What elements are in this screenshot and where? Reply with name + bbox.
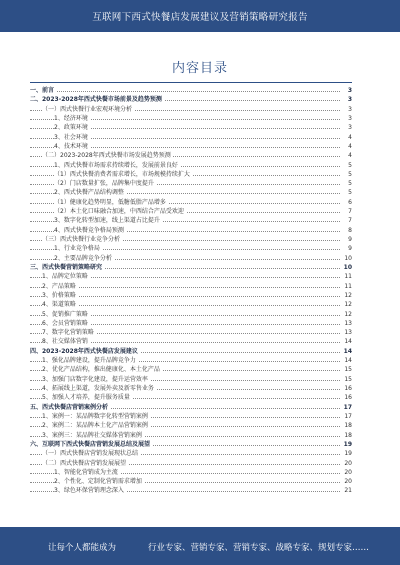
toc-entry[interactable] xyxy=(30,142,352,151)
toc-entry[interactable] xyxy=(30,207,352,216)
toc-entry-page: 12 xyxy=(344,291,352,299)
toc-entry[interactable] xyxy=(30,161,352,170)
toc-entry-label: （一）西式快餐店营销发展现状总结 xyxy=(42,450,139,458)
toc-entry-page: 18 xyxy=(344,431,352,439)
toc-entry[interactable] xyxy=(30,123,352,132)
toc-entry[interactable] xyxy=(30,347,352,356)
toc-entry[interactable] xyxy=(30,86,352,95)
toc-entry-label: 4、拓展线上渠道，发展外卖及新零售业务 xyxy=(42,385,154,392)
toc-entry-page: 16 xyxy=(344,385,352,392)
toc-entry[interactable] xyxy=(30,95,352,104)
toc-entry-label: 3、社会环境 xyxy=(54,133,88,141)
toc-entry-page: 17 xyxy=(344,412,352,420)
toc-entry-label: 五、西式快餐店营销案例分析 xyxy=(30,403,109,411)
toc-entry-page: 10 xyxy=(344,254,352,262)
toc-entry-page: 18 xyxy=(344,422,352,430)
toc-entry-label: （1）健康化趋势明显，低糖低脂产品增多 xyxy=(54,198,166,206)
toc-entry-page: 8 xyxy=(348,226,352,234)
toc-entry[interactable] xyxy=(30,449,352,458)
toc-entry[interactable] xyxy=(30,114,352,123)
toc-entry-page: 9 xyxy=(348,236,352,243)
toc-entry[interactable] xyxy=(30,310,352,319)
toc-entry-page: 13 xyxy=(344,329,352,337)
toc-entry-label: 2、主要品牌竞争分析 xyxy=(54,254,112,262)
toc-entry-label: 3、价格策略 xyxy=(42,291,76,299)
toc-entry-page: 16 xyxy=(344,394,352,402)
toc-entry-label: 四、2023-2028年西式快餐店发展建议 xyxy=(30,347,138,355)
toc-entry[interactable] xyxy=(30,226,352,235)
toc-entry-page: 19 xyxy=(344,450,352,458)
toc-entry-label: （三）西式快餐行业竞争分析 xyxy=(42,236,121,243)
toc-entry[interactable] xyxy=(30,403,352,412)
toc-entry-label: 2、政策环境 xyxy=(54,124,88,132)
toc-entry[interactable] xyxy=(30,421,352,430)
toc-entry-label: 8、社交媒体营销 xyxy=(42,338,88,346)
toc-entry-page: 11 xyxy=(344,282,352,290)
toc-entry[interactable] xyxy=(30,440,352,449)
toc-entry-page: 17 xyxy=(343,403,352,411)
toc-entry[interactable] xyxy=(30,198,352,207)
toc-entry[interactable] xyxy=(30,375,352,384)
toc-entry-label: 1、强化品牌建设，提升品牌竞争力 xyxy=(42,357,136,365)
toc-entry-label: 2、西式快餐产品结构调整 xyxy=(54,189,124,197)
table-of-contents xyxy=(30,86,352,496)
toc-entry-label: 1、行业竞争格局 xyxy=(54,245,100,253)
toc-entry-label: （1）西式快餐消费者需求增长，市场规模持续扩大 xyxy=(54,170,190,178)
toc-entry[interactable] xyxy=(30,365,352,374)
toc-entry-page: 14 xyxy=(344,338,352,346)
toc-entry-label: 3、案例三：某品牌社交媒体营销案例 xyxy=(42,431,142,439)
toc-entry-page: 7 xyxy=(348,217,352,225)
toc-entry-page: 10 xyxy=(343,263,352,271)
toc-entry-label: 三、西式快餐营销策略研究 xyxy=(30,263,103,271)
toc-entry-page: 5 xyxy=(348,189,352,197)
toc-entry[interactable] xyxy=(30,254,352,263)
toc-entry-label: 二、2023-2028年西式快餐市场前景及趋势预测 xyxy=(30,96,162,104)
toc-entry-label: 3、绿色环保营销理念深入 xyxy=(54,487,124,495)
document-title: 互联网下西式快餐店发展建议及营销策略研究报告 xyxy=(92,12,308,23)
toc-entry[interactable] xyxy=(30,477,352,486)
toc-entry-page: 5 xyxy=(348,170,352,178)
toc-entry-label: 1、经济环境 xyxy=(54,114,88,122)
toc-entry-page: 3 xyxy=(347,87,352,94)
toc-entry-page: 4 xyxy=(348,133,352,141)
footer-bar xyxy=(0,527,400,565)
toc-entry-label: （二）西式快餐店营销发展展望 xyxy=(42,459,127,467)
toc-entry-label: 5、促销推广策略 xyxy=(42,310,88,318)
toc-leader-dots xyxy=(30,91,340,92)
toc-entry[interactable] xyxy=(30,384,352,393)
toc-entry-page: 3 xyxy=(347,96,352,104)
toc-entry-page: 3 xyxy=(348,114,352,122)
toc-entry[interactable] xyxy=(30,300,352,309)
toc-entry[interactable] xyxy=(30,170,352,179)
toc-entry-label: 4、西式快餐竞争格局预测 xyxy=(54,226,124,234)
toc-divider xyxy=(30,82,352,83)
toc-entry-page: 4 xyxy=(348,152,352,160)
toc-entry[interactable] xyxy=(30,133,352,142)
toc-entry-page: 15 xyxy=(344,375,352,383)
toc-entry-label: 一、前言 xyxy=(30,87,55,94)
toc-entry-page: 12 xyxy=(344,301,352,309)
toc-entry-page: 3 xyxy=(348,105,352,113)
toc-entry[interactable] xyxy=(30,459,352,468)
toc-entry-label: 1、西式快餐市场需求持续增长，发展前景良好 xyxy=(54,161,178,169)
toc-entry-label: 1、智能化营销成为主流 xyxy=(54,468,118,476)
toc-entry-page: 21 xyxy=(344,487,352,495)
toc-entry-label: （一）西式快餐行业宏观环境分析 xyxy=(42,105,133,113)
toc-entry-page: 6 xyxy=(348,198,352,206)
toc-entry-label: 六、互联网下西式快餐店营销发展总结及展望 xyxy=(30,440,151,448)
toc-entry-page: 14 xyxy=(343,347,352,355)
toc-entry-label: 5、加强人才培养，提升服务质量 xyxy=(42,394,130,402)
footer-slogan: 让每个人都能成为 xyxy=(48,543,117,553)
toc-entry[interactable] xyxy=(30,263,352,272)
toc-entry[interactable] xyxy=(30,291,352,300)
toc-entry-label: 1、案例一：某品牌数字化转型营销案例 xyxy=(42,412,148,420)
toc-entry[interactable] xyxy=(30,272,352,281)
toc-entry-page: 14 xyxy=(344,357,352,365)
toc-entry-page: 20 xyxy=(344,468,352,476)
toc-entry[interactable] xyxy=(30,151,352,160)
toc-entry[interactable] xyxy=(30,468,352,477)
toc-entry-page: 7 xyxy=(348,208,352,216)
toc-entry[interactable] xyxy=(30,105,352,114)
toc-entry-label: 1、品牌定位策略 xyxy=(42,273,88,281)
toc-entry[interactable] xyxy=(30,282,352,291)
toc-entry[interactable] xyxy=(30,337,352,346)
toc-entry-label: （2）门店数量扩张，品牌集中度提升 xyxy=(54,180,154,188)
toc-entry[interactable] xyxy=(30,216,352,225)
toc-entry[interactable] xyxy=(30,179,352,188)
toc-entry[interactable] xyxy=(30,188,352,197)
toc-entry-page: 13 xyxy=(344,319,352,327)
header-bar xyxy=(0,0,400,32)
toc-entry-page: 20 xyxy=(344,478,352,486)
toc-entry-label: 7、数字化营销策略 xyxy=(42,329,94,337)
toc-entry[interactable] xyxy=(30,431,352,440)
toc-entry[interactable] xyxy=(30,393,352,402)
toc-entry-label: 2、产品策略 xyxy=(42,282,76,290)
toc-entry-label: 4、技术环境 xyxy=(54,142,88,150)
toc-entry-page: 5 xyxy=(348,161,352,169)
toc-entry-page: 19 xyxy=(343,440,352,448)
toc-entry-page: 20 xyxy=(344,459,352,467)
toc-entry-page: 4 xyxy=(348,142,352,150)
footer-tagline: 行业专家、营销专家、营销专家、战略专家、规划专家…… xyxy=(148,543,370,553)
toc-entry-page: 11 xyxy=(344,273,352,281)
toc-entry-label: 6、会员营销策略 xyxy=(42,319,88,327)
toc-entry-label: 2、案例二：某品牌本土化产品营销案例 xyxy=(42,422,148,430)
toc-entry-label: 4、渠道策略 xyxy=(42,301,76,309)
toc-entry[interactable] xyxy=(30,328,352,337)
toc-entry[interactable] xyxy=(30,235,352,244)
toc-entry[interactable] xyxy=(30,356,352,365)
toc-entry[interactable] xyxy=(30,486,352,495)
toc-entry-label: 2、优化产品结构，推出健康化、本土化产品 xyxy=(42,366,160,374)
toc-entry-label: （2）本土化口味融合加速，中西结合产品受欢迎 xyxy=(54,208,184,216)
toc-entry-page: 12 xyxy=(344,310,352,318)
toc-entry-page: 3 xyxy=(348,124,352,132)
toc-entry-label: 3、加强门店数字化建设，提升运营效率 xyxy=(42,375,148,383)
toc-entry[interactable] xyxy=(30,319,352,328)
toc-entry-page: 15 xyxy=(344,366,352,374)
toc-entry[interactable] xyxy=(30,244,352,253)
toc-entry-page: 5 xyxy=(348,180,352,188)
toc-entry-label: 3、数字化转型加速，线上渠道占比提升 xyxy=(54,217,160,225)
toc-title: 内容目录 xyxy=(171,61,228,76)
toc-entry[interactable] xyxy=(30,412,352,421)
toc-entry-page: 9 xyxy=(348,245,352,253)
toc-entry-label: 2、个性化、定制化营销需求增加 xyxy=(54,478,142,486)
toc-entry-label: （二）2023-2028年西式快餐市场发展趋势预测 xyxy=(42,152,171,160)
